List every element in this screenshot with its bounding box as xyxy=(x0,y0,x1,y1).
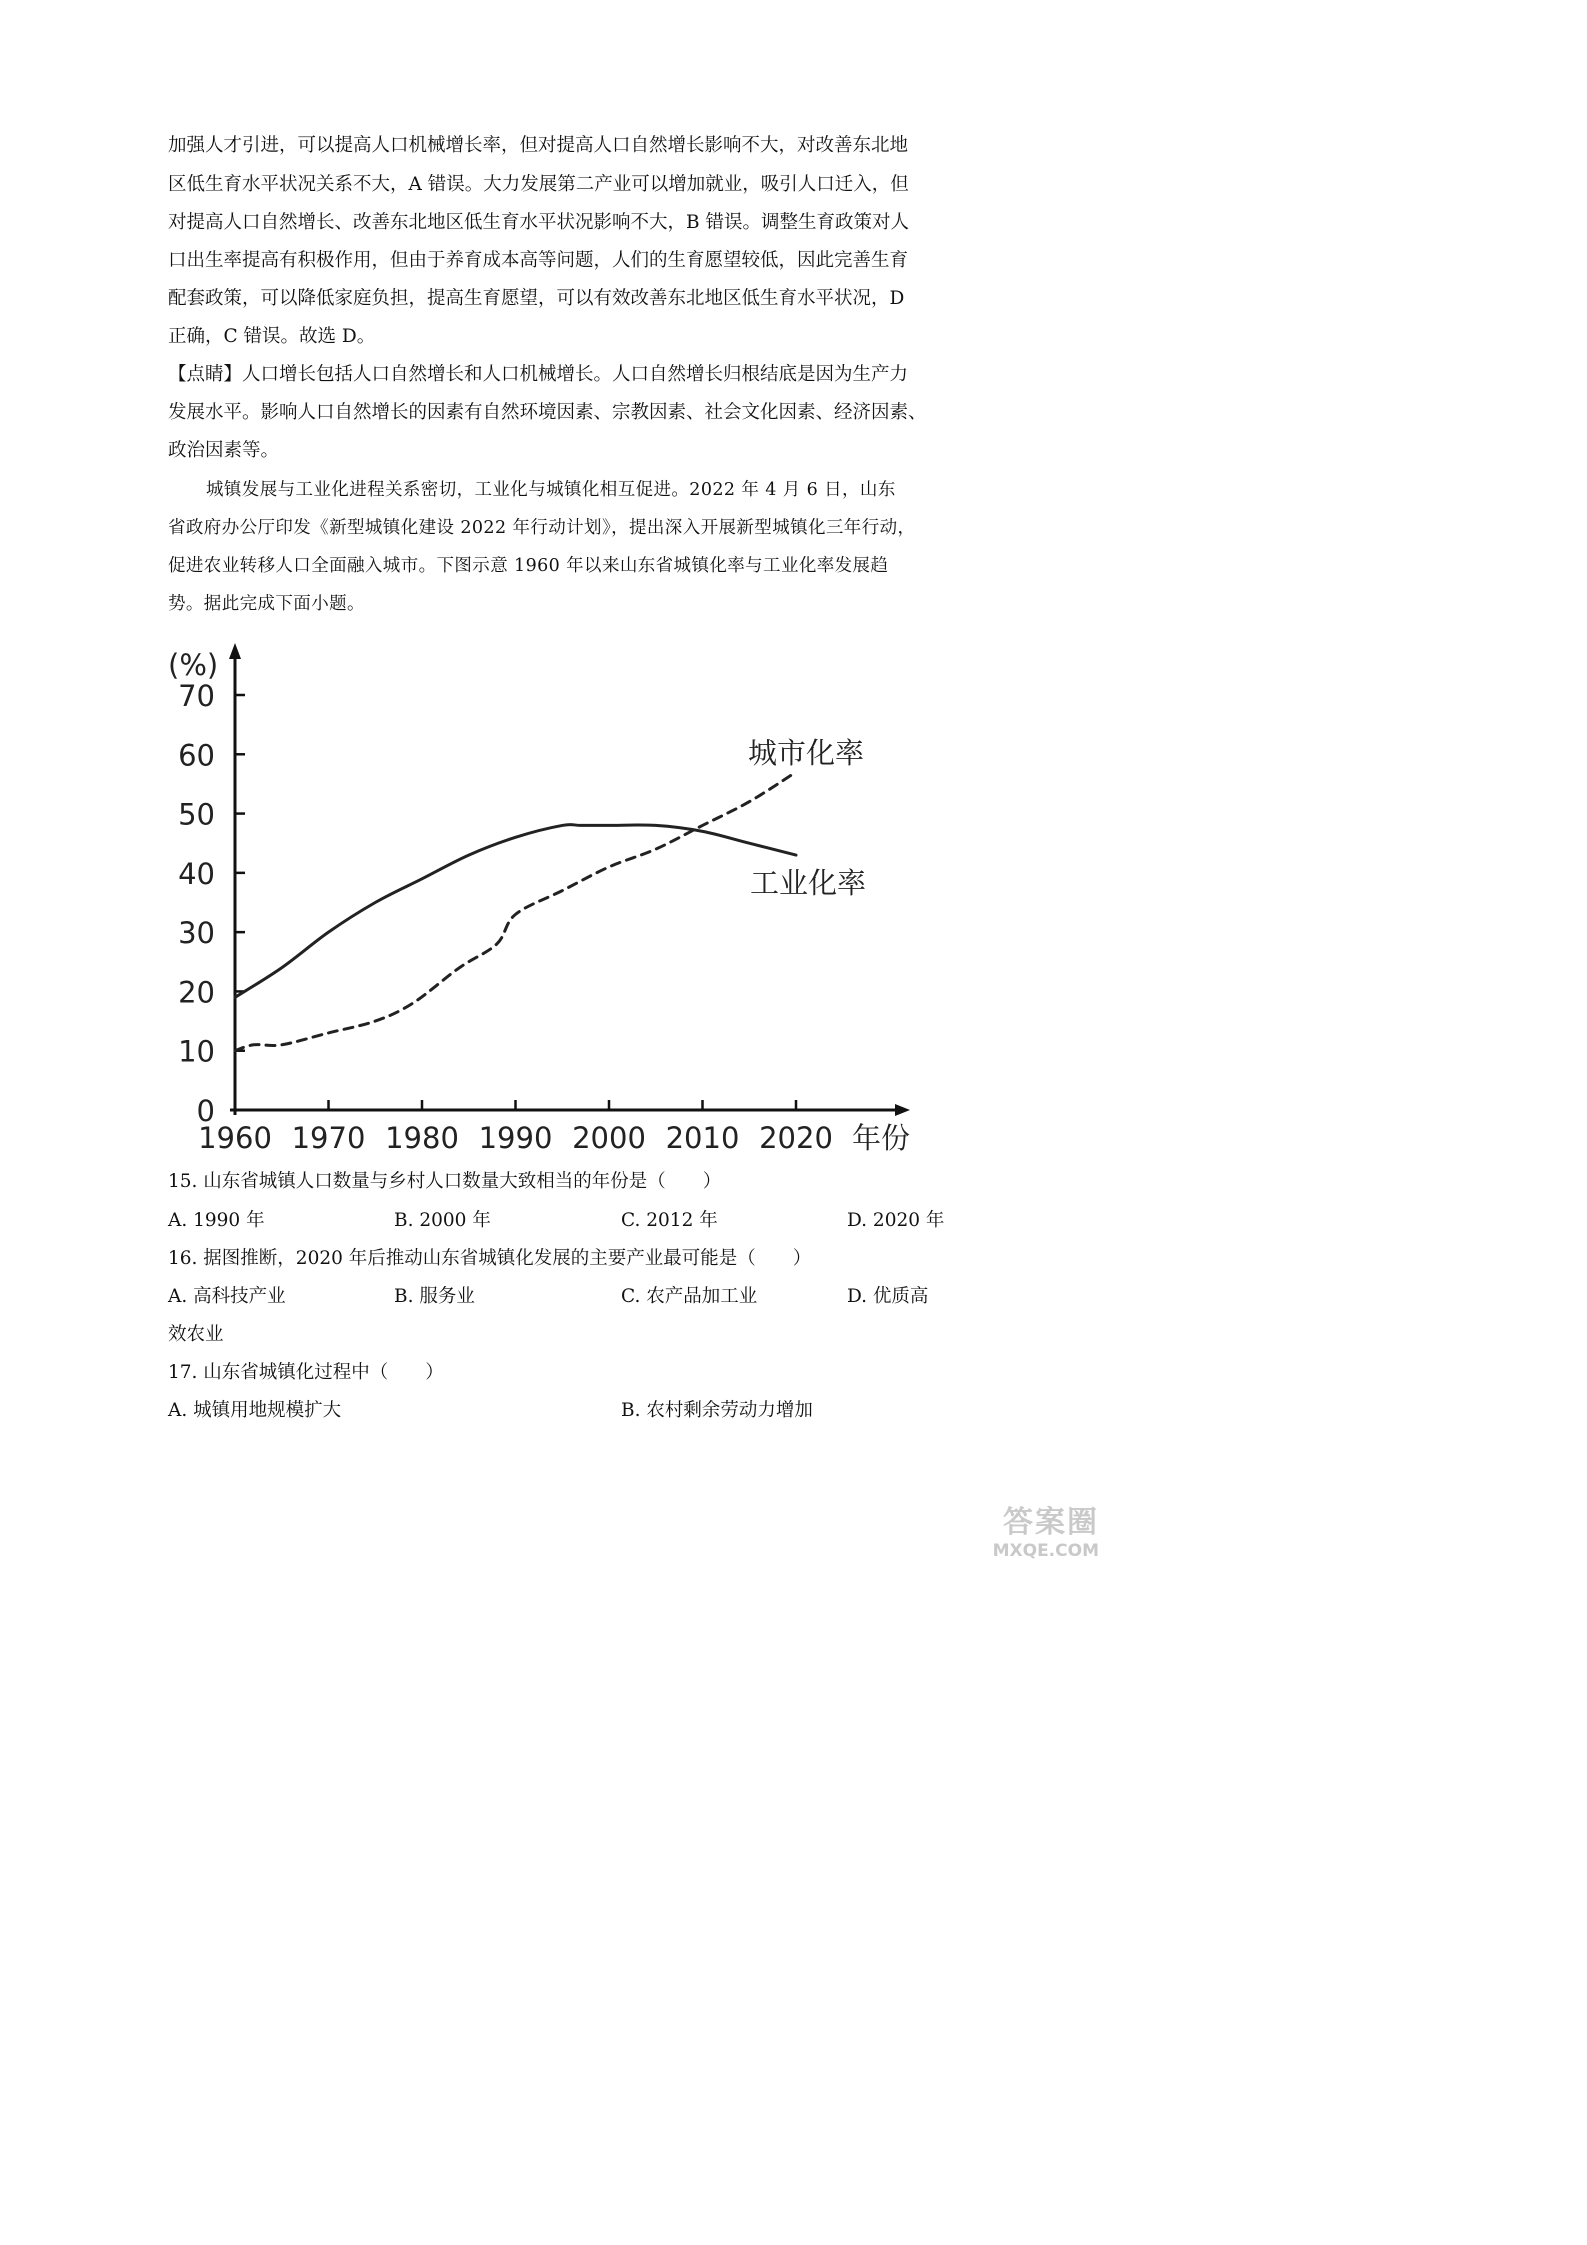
watermark-url: MXQE.COM xyxy=(992,1541,1099,1561)
answer-line-5: 配套政策，可以降低家庭负担，提高生育愿望，可以有效改善东北地区低生育水平状况，D xyxy=(168,288,905,309)
x-tick-label: 2020 xyxy=(759,1121,833,1155)
question-15-option-d: D. 2020 年 xyxy=(847,1210,945,1231)
question-15-stem: 15. 山东省城镇人口数量与乡村人口数量大致相当的年份是（ ） xyxy=(168,1171,722,1192)
urbanization-rate-line xyxy=(235,772,796,1051)
y-tick-label: 60 xyxy=(178,738,215,773)
x-tick-label: 1980 xyxy=(385,1121,459,1155)
question-15-option-b: B. 2000 年 xyxy=(394,1210,491,1231)
chart-series xyxy=(235,772,796,1051)
x-tick-label: 1990 xyxy=(478,1121,553,1155)
answer-line-1: 加强人才引进，可以提高人口机械增长率，但对提高人口自然增长影响不大，对改善东北地 xyxy=(168,135,909,156)
y-tick-label: 0 xyxy=(196,1094,215,1128)
question-17-option-b: B. 农村剩余劳动力增加 xyxy=(621,1400,813,1421)
y-tick-label: 20 xyxy=(178,975,215,1010)
question-16-option-d: D. 优质高 xyxy=(847,1286,929,1307)
industrialization-rate-line xyxy=(235,825,796,998)
note-line-3: 政治因素等。 xyxy=(168,440,280,461)
question-16-continuation: 效农业 xyxy=(168,1324,224,1345)
question-16-option-c: C. 农产品加工业 xyxy=(621,1286,758,1307)
y-tick-label: 30 xyxy=(178,916,215,951)
watermark xyxy=(993,1497,1099,1561)
question-17-stem: 17. 山东省城镇化过程中（ ） xyxy=(168,1362,444,1383)
material-line-4: 势。据此完成下面小题。 xyxy=(168,594,365,614)
question-16-option-a: A. 高科技产业 xyxy=(168,1286,286,1307)
question-16-stem: 16. 据图推断，2020 年后推动山东省城镇化发展的主要产业最可能是（ ） xyxy=(168,1248,812,1269)
y-tick-label: 10 xyxy=(178,1034,215,1069)
urbanization-industrialization-chart xyxy=(150,635,930,1165)
answer-line-6: 正确，C 错误。故选 D。 xyxy=(168,326,376,347)
x-axis-arrow xyxy=(895,1104,910,1116)
answer-line-4: 口出生率提高有积极作用，但由于养育成本高等问题，人们的生育愿望较低，因此完善生育 xyxy=(168,250,909,271)
series-label-urbanization: 城市化率 xyxy=(748,736,865,770)
x-tick-label: 2010 xyxy=(665,1121,740,1155)
watermark-logo: 答案圈 xyxy=(1003,1505,1099,1540)
x-tick-label: 2000 xyxy=(572,1121,646,1155)
material-line-3: 促进农业转移人口全面融入城市。下图示意 1960 年以来山东省城镇化率与工业化率发展趋 xyxy=(168,556,889,576)
question-16-option-b: B. 服务业 xyxy=(394,1286,475,1307)
note-line-2: 发展水平。影响人口自然增长的因素有自然环境因素、宗教因素、社会文化因素、经济因素、 xyxy=(168,402,927,423)
y-tick-label: 70 xyxy=(178,679,215,713)
y-tick-label: 40 xyxy=(178,856,215,891)
y-axis-label: (%) xyxy=(168,648,219,682)
y-tick-label: 50 xyxy=(178,797,215,832)
y-axis-arrow xyxy=(229,643,241,659)
chart-ticks xyxy=(178,679,833,1155)
x-tick-label: 1970 xyxy=(291,1121,366,1155)
answer-line-2: 区低生育水平状况关系不大，A 错误。大力发展第二产业可以增加就业，吸引人口迁入，但 xyxy=(168,174,909,195)
answer-line-3: 对提高人口自然增长、改善东北地区低生育水平状况影响不大，B 错误。调整生育政策对人 xyxy=(168,212,909,233)
material-line-2: 省政府办公厅印发《新型城镇化建设 2022 年行动计划》，提出深入开展新型城镇化三年行动， xyxy=(168,518,916,538)
x-tick-label: 1960 xyxy=(198,1121,272,1155)
x-axis-label: 年份 xyxy=(852,1121,911,1155)
question-15-option-a: A. 1990 年 xyxy=(168,1210,265,1231)
note-line-1: 【点睛】人口增长包括人口自然增长和人口机械增长。人口自然增长归根结底是因为生产力 xyxy=(168,364,909,385)
question-15-option-c: C. 2012 年 xyxy=(621,1210,718,1231)
question-17-option-a: A. 城镇用地规模扩大 xyxy=(168,1400,342,1421)
series-label-industrialization: 工业化率 xyxy=(750,866,867,900)
material-line-1: 城镇发展与工业化进程关系密切，工业化与城镇化相互促进。2022 年 4 月 6 日，山东 xyxy=(206,480,896,500)
